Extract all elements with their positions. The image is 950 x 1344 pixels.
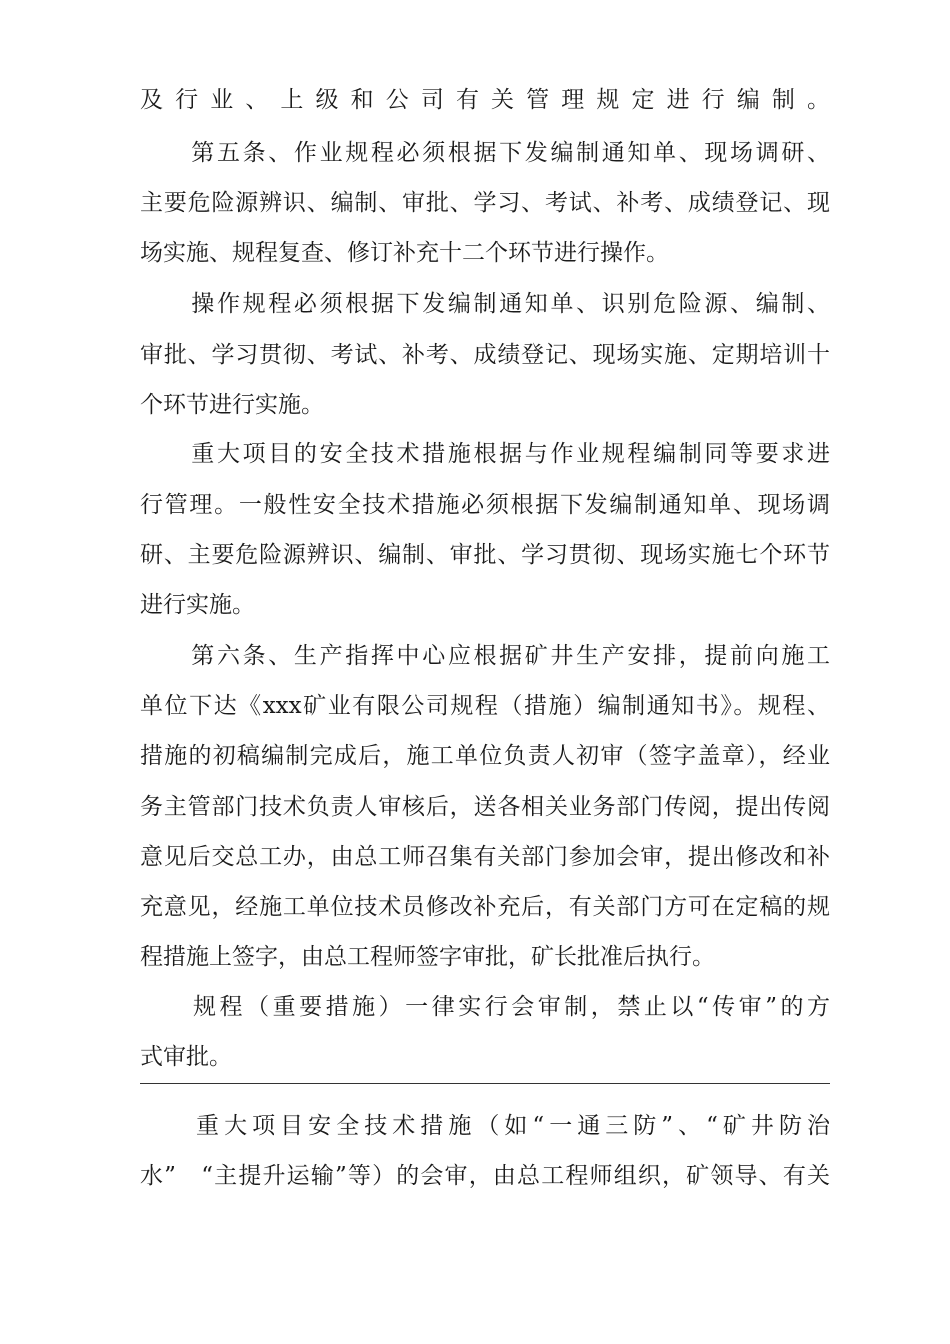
text-line-19: 规程（重要措施）一律实行会审制，禁止以“传审”的方 (140, 994, 830, 1020)
text-line-17: 充意见，经施工单位技术员修改补充后，有关部门方可在定稿的规 (140, 894, 830, 920)
text-line-4: 场实施、规程复查、修订补充十二个环节进行操作。 (140, 240, 669, 266)
text-line-20: 式审批。 (140, 1044, 232, 1070)
text-line-3: 主要危险源辨识、编制、审批、学习、考试、补考、成绩登记、现 (140, 190, 830, 216)
text-line-16: 意见后交总工办，由总工师召集有关部门参加会审，提出修改和补 (140, 844, 830, 870)
text-line-12: 第六条、生产指挥中心应根据矿井生产安排，提前向施工 (140, 643, 830, 669)
text-line-9: 行管理。一般性安全技术措施必须根据下发编制通知单、现场调 (140, 492, 830, 518)
text-line-7: 个环节进行实施。 (140, 392, 324, 418)
text-line-10: 研、主要危险源辨识、编制、审批、学习贯彻、现场实施七个环节 (140, 542, 830, 568)
text-line-1: 及行业、上级和公司有关管理规定进行编制。 (140, 87, 830, 113)
text-line-15: 务主管部门技术负责人审核后，送各相关业务部门传阅，提出传阅 (140, 794, 830, 820)
text-line-6: 审批、学习贯彻、考试、补考、成绩登记、现场实施、定期培训十 (140, 342, 830, 368)
section-divider (140, 1083, 830, 1084)
text-line-5: 操作规程必须根据下发编制通知单、识别危险源、编制、 (140, 291, 830, 317)
text-line-21: 重大项目安全技术措施（如“一通三防”、“矿井防治 (140, 1113, 830, 1139)
text-line-13: 单位下达《xxx矿业有限公司规程（措施）编制通知书》。规程、 (140, 693, 830, 719)
text-line-11: 进行实施。 (140, 592, 255, 618)
text-line-22: 水” “主提升运输”等）的会审，由总工程师组织，矿领导、有关 (140, 1163, 830, 1189)
text-line-2: 第五条、作业规程必须根据下发编制通知单、现场调研、 (140, 140, 830, 166)
text-line-14: 措施的初稿编制完成后，施工单位负责人初审（签字盖章），经业 (140, 743, 830, 769)
text-line-8: 重大项目的安全技术措施根据与作业规程编制同等要求进 (140, 441, 830, 467)
text-line-18: 程措施上签字，由总工程师签字审批，矿长批准后执行。 (140, 944, 715, 970)
